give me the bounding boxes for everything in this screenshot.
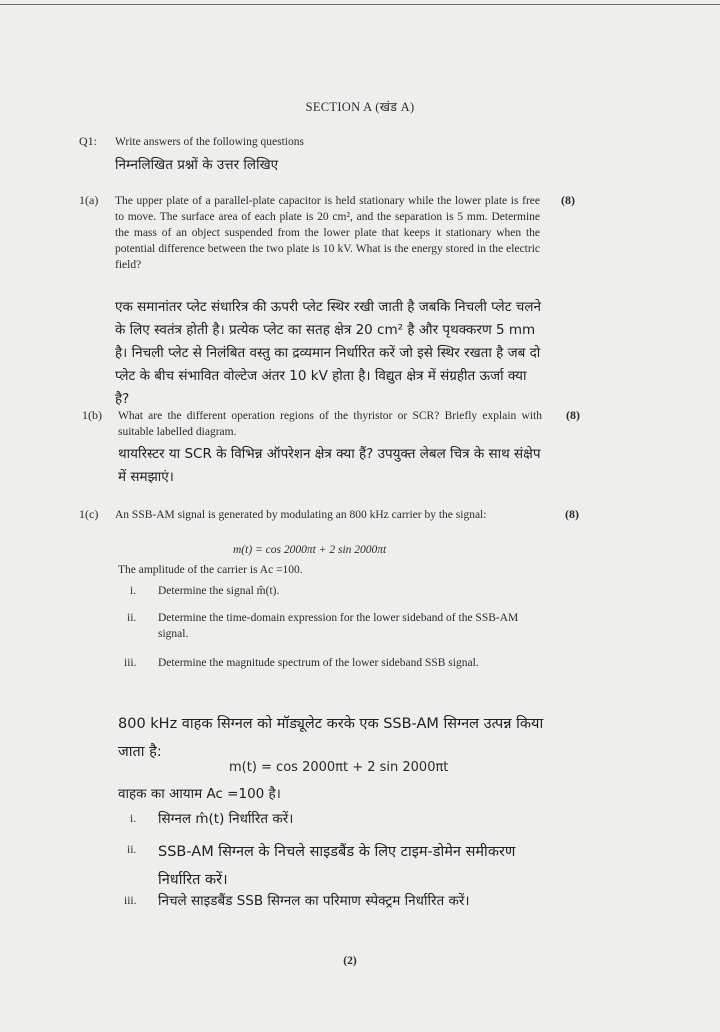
q1c-equation-hi: m(t) = cos 2000πt + 2 sin 2000πt — [229, 760, 449, 775]
q1c-en-item-1-text: Determine the signal m̂(t). — [158, 585, 280, 597]
q1-instruction-hi: निम्नलिखित प्रश्नों के उत्तर लिखिए — [115, 157, 279, 173]
q1c-intro-en: An SSB-AM signal is generated by modulating an 800 kHz carrier by the signal: — [115, 509, 487, 521]
q1c-hi-item-3-numeral: iii. — [124, 895, 137, 907]
q1a-marks: (8) — [561, 193, 575, 207]
q1-number: Q1: — [79, 134, 97, 148]
q1a-text-hi: एक समानांतर प्लेट संधारित्र की ऊपरी प्लेट स्थिर रखी जाती है जबकि निचली प्लेट चलने के लिए स्वतंत्र होती है। प्रत्येक प्लेट का सतह क्षेत्र 20 cm² है और पृथक्करण 5 mm है। निचली प्लेट से निलंबित वस्तु का द्रव्यमान निर्धारित करें जो इसे स्थिर रखता है जब दो प्लेट के बीच संभावित वोल्टेज अंतर 10 kV होता है। विद्युत क्षेत्र में संग्रहीत ऊर्जा क्या है? — [115, 299, 542, 407]
q1c-intro-hi: 800 kHz वाहक सिग्नल को मॉड्यूलेट करके एक SSB-AM सिग्नल उत्पन्न किया जाता है: — [118, 716, 544, 760]
q1c-en-item-2-numeral: ii. — [127, 612, 137, 624]
q1c-amplitude-hi: वाहक का आयाम Ac =100 है। — [118, 786, 281, 802]
q1c-hi-item-3-text: निचले साइडबैंड SSB सिग्नल का परिमाण स्पेक्ट्रम निर्धारित करें। — [158, 893, 470, 909]
q1c-marks: (8) — [565, 507, 579, 521]
q1c-hi-item-2-numeral: ii. — [127, 844, 137, 856]
section-title: SECTION A (खंड A) — [305, 100, 415, 114]
q1c-hi-item-1-numeral: i. — [130, 813, 137, 825]
q1b-marks: (8) — [566, 408, 580, 422]
q1c-en-item-2-text: Determine the time-domain expression for the lower sideband of the SSB-AM signal. — [158, 612, 519, 640]
q1b-number: 1(b) — [82, 408, 102, 422]
page-number: (2) — [343, 955, 357, 967]
q1c-hi-item-1-text: सिग्नल m̂(t) निर्धारित करें। — [158, 811, 294, 827]
q1c-equation-en: m(t) = cos 2000πt + 2 sin 2000πt — [233, 544, 387, 556]
q1b-text-en: What are the different operation regions of the thyristor or SCR? Briefly explain with suitable labelled diagram. — [118, 410, 542, 438]
q1c-en-item-3-numeral: iii. — [124, 657, 137, 669]
q1-instruction-en: Write answers of the following questions — [115, 136, 304, 148]
q1c-en-item-1-numeral: i. — [130, 585, 137, 597]
q1a-number: 1(a) — [79, 193, 99, 207]
top-border-line — [0, 4, 720, 5]
q1c-hi-item-2-text: SSB-AM सिग्नल के निचले साइडबैंड के लिए टाइम-डोमेन समीकरण निर्धारित करें। — [158, 844, 516, 888]
q1c-number: 1(c) — [79, 507, 99, 521]
q1a-text-en: The upper plate of a parallel-plate capacitor is held stationary while the lower plate is free to move. The surface area of each plate is 20 cm², and the separation is 5 mm. Determine the mass of an object suspended from the lower plate that keeps it stationary when the potential difference between the two plate is 10 kV. What is the energy stored in the electric field? — [115, 195, 540, 271]
q1b-text-hi: थायरिस्टर या SCR के विभिन्न ऑपरेशन क्षेत्र क्या हैं? उपयुक्त लेबल चित्र के साथ संक्षेप में समझाएं। — [118, 446, 541, 485]
q1c-amplitude-en: The amplitude of the carrier is Ac =100. — [118, 564, 303, 576]
q1c-en-item-3-text: Determine the magnitude spectrum of the lower sideband SSB signal. — [158, 657, 479, 669]
